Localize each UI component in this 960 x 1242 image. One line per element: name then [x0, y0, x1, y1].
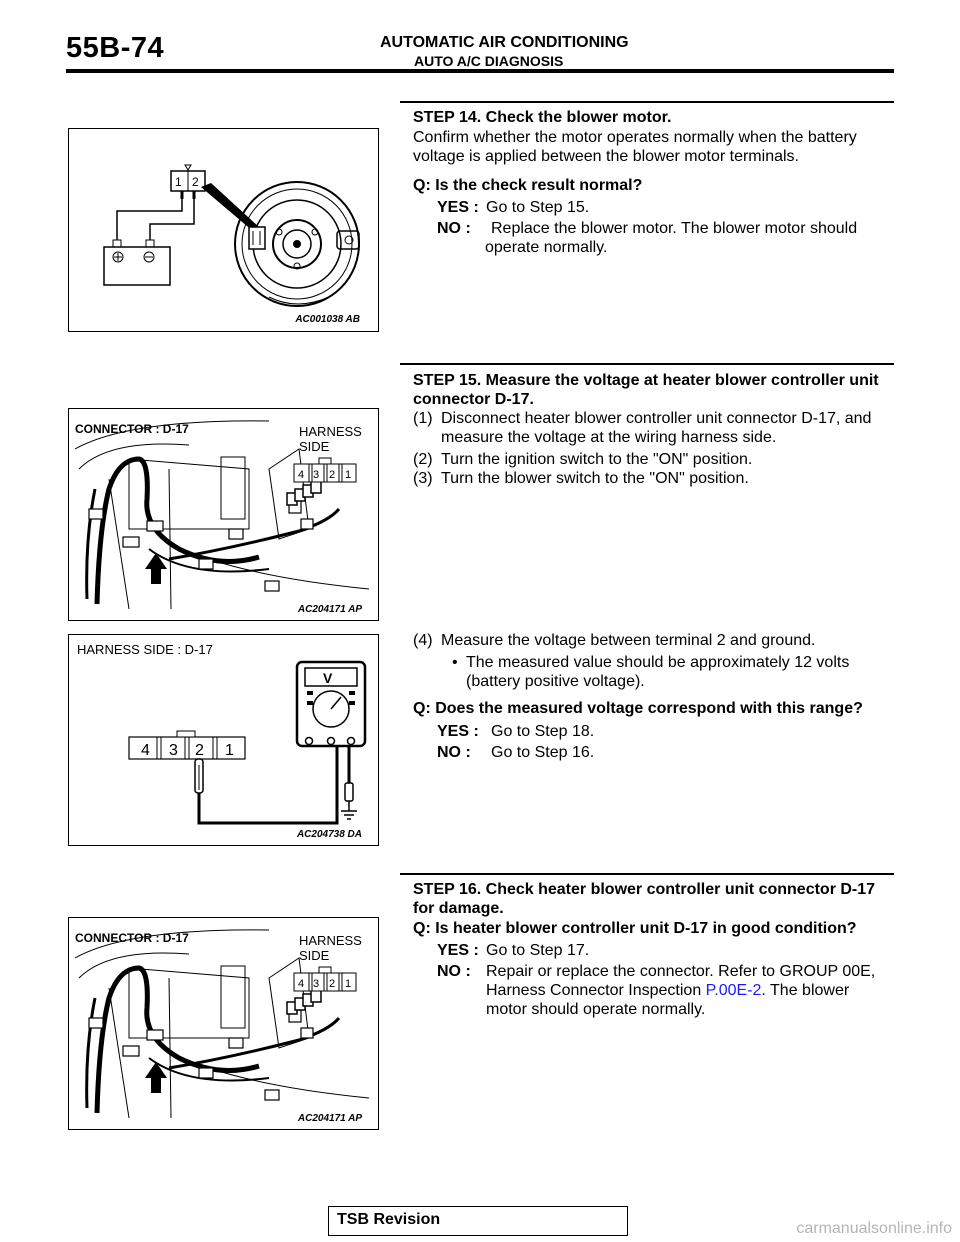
harness-side-label: HARNESS SIDE : D-17: [77, 642, 213, 657]
figure-id: AC001038 AB: [295, 314, 360, 325]
step-16-question: Q: Is heater blower controller unit D-17 in good condition?: [413, 920, 857, 937]
pin-4: 4: [141, 742, 150, 759]
no-text-after: . The blower motor should operate normally.: [486, 982, 850, 1018]
terminal-2-label: 2: [192, 175, 199, 189]
no-key: NO :: [437, 963, 471, 980]
yes-key: YES :: [437, 942, 479, 959]
item-number: (1): [413, 410, 433, 427]
connector-location-figure-b: [68, 917, 379, 1130]
harness-line-1: HARNESS: [299, 933, 362, 948]
step-16-yes: [437, 941, 590, 960]
item-text: Turn the blower switch to the "ON" position.: [441, 470, 749, 487]
yes-key: YES :: [437, 723, 479, 740]
reference-link[interactable]: P.00E-2: [705, 982, 762, 999]
harness-line-2: SIDE: [299, 439, 330, 454]
page-number: 55B-74: [66, 32, 165, 64]
no-text-before: Repair or replace the connector. Refer to GROUP 00E, Harness Connector Inspection: [486, 963, 876, 999]
terminal-1-label: 1: [175, 175, 182, 189]
voltage-measurement-diagram: [69, 635, 378, 845]
figure-id: AC204738 DA: [296, 829, 362, 840]
step-14-body: Confirm whether the motor operates normally when the battery voltage is applied between the blower motor terminals.: [413, 129, 857, 165]
pin-3: 3: [169, 742, 178, 759]
item-text: Turn the ignition switch to the "ON" position.: [441, 451, 753, 468]
blower-motor-diagram: [69, 129, 378, 331]
harness-side-label: [299, 424, 362, 454]
no-text: [486, 962, 886, 1019]
harness-line-2: SIDE: [299, 948, 330, 963]
step-15-rule: [400, 363, 894, 365]
step-15-item-3: [413, 469, 749, 488]
yes-text: Go to Step 18.: [491, 723, 595, 740]
bullet-text: The measured value should be approximately 12 volts (battery positive voltage).: [466, 654, 850, 690]
step-15-no: [437, 743, 595, 762]
figure-id: AC204171 AP: [297, 1113, 362, 1124]
step-16-rule: [400, 873, 894, 875]
watermark: carmanualsonline.info: [796, 1220, 952, 1237]
tsb-revision-label: TSB Revision: [337, 1211, 441, 1228]
pin-2: 2: [329, 469, 336, 481]
step-14-rule: [400, 101, 894, 103]
item-number: (4): [413, 632, 433, 649]
step-15-title: STEP 15. Measure the voltage at heater blower controller unit connector D-17.: [413, 372, 879, 408]
pin-3: 3: [313, 469, 320, 481]
connector-label: CONNECTOR : D-17: [75, 931, 189, 945]
connector-label: CONNECTOR : D-17: [75, 422, 189, 436]
figure-id: AC204171 AP: [297, 604, 362, 615]
step-14-question: Q: Is the check result normal?: [413, 177, 643, 194]
item-text: Measure the voltage between terminal 2 and ground.: [441, 632, 816, 649]
pin-2: 2: [195, 742, 204, 759]
no-text: Replace the blower motor. The blower motor should operate normally.: [485, 220, 858, 256]
step-14-title: STEP 14. Check the blower motor.: [413, 109, 672, 126]
step-14-yes: [437, 198, 590, 217]
yes-text: Go to Step 17.: [486, 942, 590, 959]
harness-line-1: HARNESS: [299, 424, 362, 439]
pin-1: 1: [345, 469, 352, 481]
step-16-title: STEP 16. Check heater blower controller unit connector D-17 for damage.: [413, 881, 876, 917]
item-number: (3): [413, 470, 433, 487]
tsb-revision-box: [328, 1206, 628, 1236]
yes-text: Go to Step 15.: [486, 199, 590, 216]
pin-1: 1: [225, 742, 234, 759]
step-14-no: [437, 219, 858, 256]
voltage-measurement-figure: [68, 634, 379, 846]
header-subtitle: AUTO A/C DIAGNOSIS: [414, 53, 564, 69]
step-15-item-2: [413, 450, 753, 469]
blower-motor-figure: [68, 128, 379, 332]
pin-2: 2: [329, 978, 336, 990]
step-15-yes: [437, 722, 595, 741]
yes-key: YES :: [437, 199, 479, 216]
harness-side-label: [299, 933, 362, 963]
step-15-question: Q: Does the measured voltage correspond with this range?: [413, 700, 863, 717]
pin-3: 3: [313, 978, 320, 990]
no-text: Go to Step 16.: [491, 744, 595, 761]
pin-4: 4: [298, 978, 305, 990]
header-title: AUTOMATIC AIR CONDITIONING: [380, 34, 629, 51]
pin-1: 1: [345, 978, 352, 990]
header-rule: [66, 69, 894, 73]
step-16-no: [437, 962, 876, 1018]
no-key: NO :: [437, 220, 471, 237]
item-number: (2): [413, 451, 433, 468]
step-15-item-1: [413, 409, 872, 446]
pin-4: 4: [298, 469, 305, 481]
no-key: NO :: [437, 744, 471, 761]
meter-symbol: V: [323, 670, 333, 686]
item-text: Disconnect heater blower controller unit connector D-17, and measure the voltage at the wiring harness side.: [441, 410, 872, 446]
connector-location-figure-a: [68, 408, 379, 621]
step-15-item-4: [413, 631, 816, 650]
